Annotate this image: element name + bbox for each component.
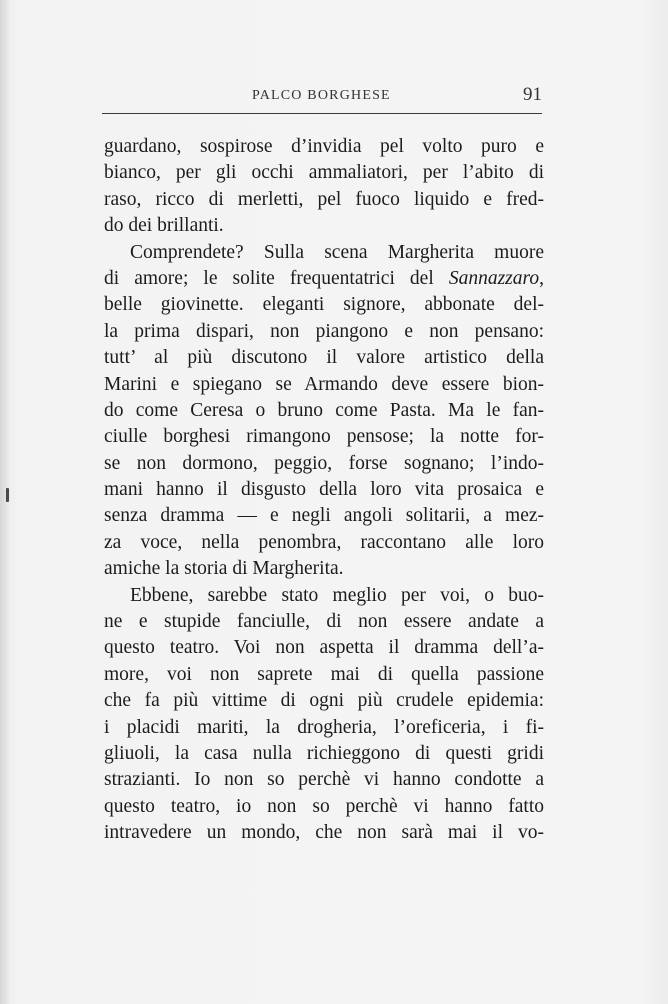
text-line: i placidi mariti, la drogheria, l’oreficeria, i fi- <box>104 716 544 738</box>
text-line: Comprendete? Sulla scena Margherita muore <box>130 241 544 263</box>
theatre-name: Sannazzaro <box>448 267 540 289</box>
text-line: za voce, nella penombra, raccontano alle loro <box>104 531 544 553</box>
text-line: questo teatro, io non so perchè vi hanno fatto <box>104 795 544 817</box>
body-text <box>104 134 544 847</box>
text-line: se non dormono, peggio, forse sognano; l’indo- <box>104 452 544 474</box>
text-line: ne e stupide fanciulle, di non essere andate a <box>104 611 544 633</box>
text-line: belle giovinette. eleganti signore, abbonate del- <box>104 294 544 316</box>
gutter-shadow <box>0 0 10 1004</box>
text-line: mani hanno il disgusto della loro vita prosaica e <box>104 479 544 501</box>
text-line: bianco, per gli occhi ammaliatori, per l’abito di <box>104 162 544 184</box>
text-line: do come Ceresa o bruno come Pasta. Ma le fan- <box>104 399 544 421</box>
margin-mark <box>6 488 9 502</box>
text-line: Marini e spiegano se Armando deve essere bion- <box>104 373 544 395</box>
text-line: senza dramma — e negli angoli solitarii, a mez- <box>104 505 544 527</box>
page-header <box>102 84 542 110</box>
text-line: questo teatro. Voi non aspetta il dramma dell’a- <box>104 637 544 659</box>
text-line: amiche la storia di Margherita. <box>104 558 344 580</box>
text-fragment: di amore; le solite frequentatrici del <box>104 267 449 289</box>
text-line: more, voi non saprete mai di quella passione <box>104 663 544 685</box>
text-line: do dei brillanti. <box>104 215 224 237</box>
header-rule <box>102 113 542 114</box>
text-line: che fa più vittime di ogni più crudele epidemia: <box>104 690 544 712</box>
text-line: tutt’ al più discutono il valore artistico della <box>104 347 544 369</box>
page-number: 91 <box>523 84 542 105</box>
text-line: intravedere un mondo, che non sarà mai il vo- <box>104 822 544 844</box>
running-title: PALCO BORGHESE <box>252 88 391 103</box>
text-line: Ebbene, sarebbe stato meglio per voi, o buo- <box>130 584 544 606</box>
text-line: ciulle borghesi rimangono pensose; la notte for- <box>104 426 544 448</box>
text-line: strazianti. Io non so perchè vi hanno condotte a <box>104 769 544 791</box>
text-line <box>104 266 544 292</box>
text-line: la prima dispari, non piangono e non pensano: <box>104 320 544 342</box>
text-line: guardano, sospirose d’invidia pel volto puro e <box>104 136 544 157</box>
text-line: gliuoli, la casa nulla richieggono di questi gridi <box>104 742 544 764</box>
text-fragment: , <box>539 267 544 289</box>
text-line: raso, ricco di merletti, pel fuoco liquido e fred- <box>104 188 544 210</box>
